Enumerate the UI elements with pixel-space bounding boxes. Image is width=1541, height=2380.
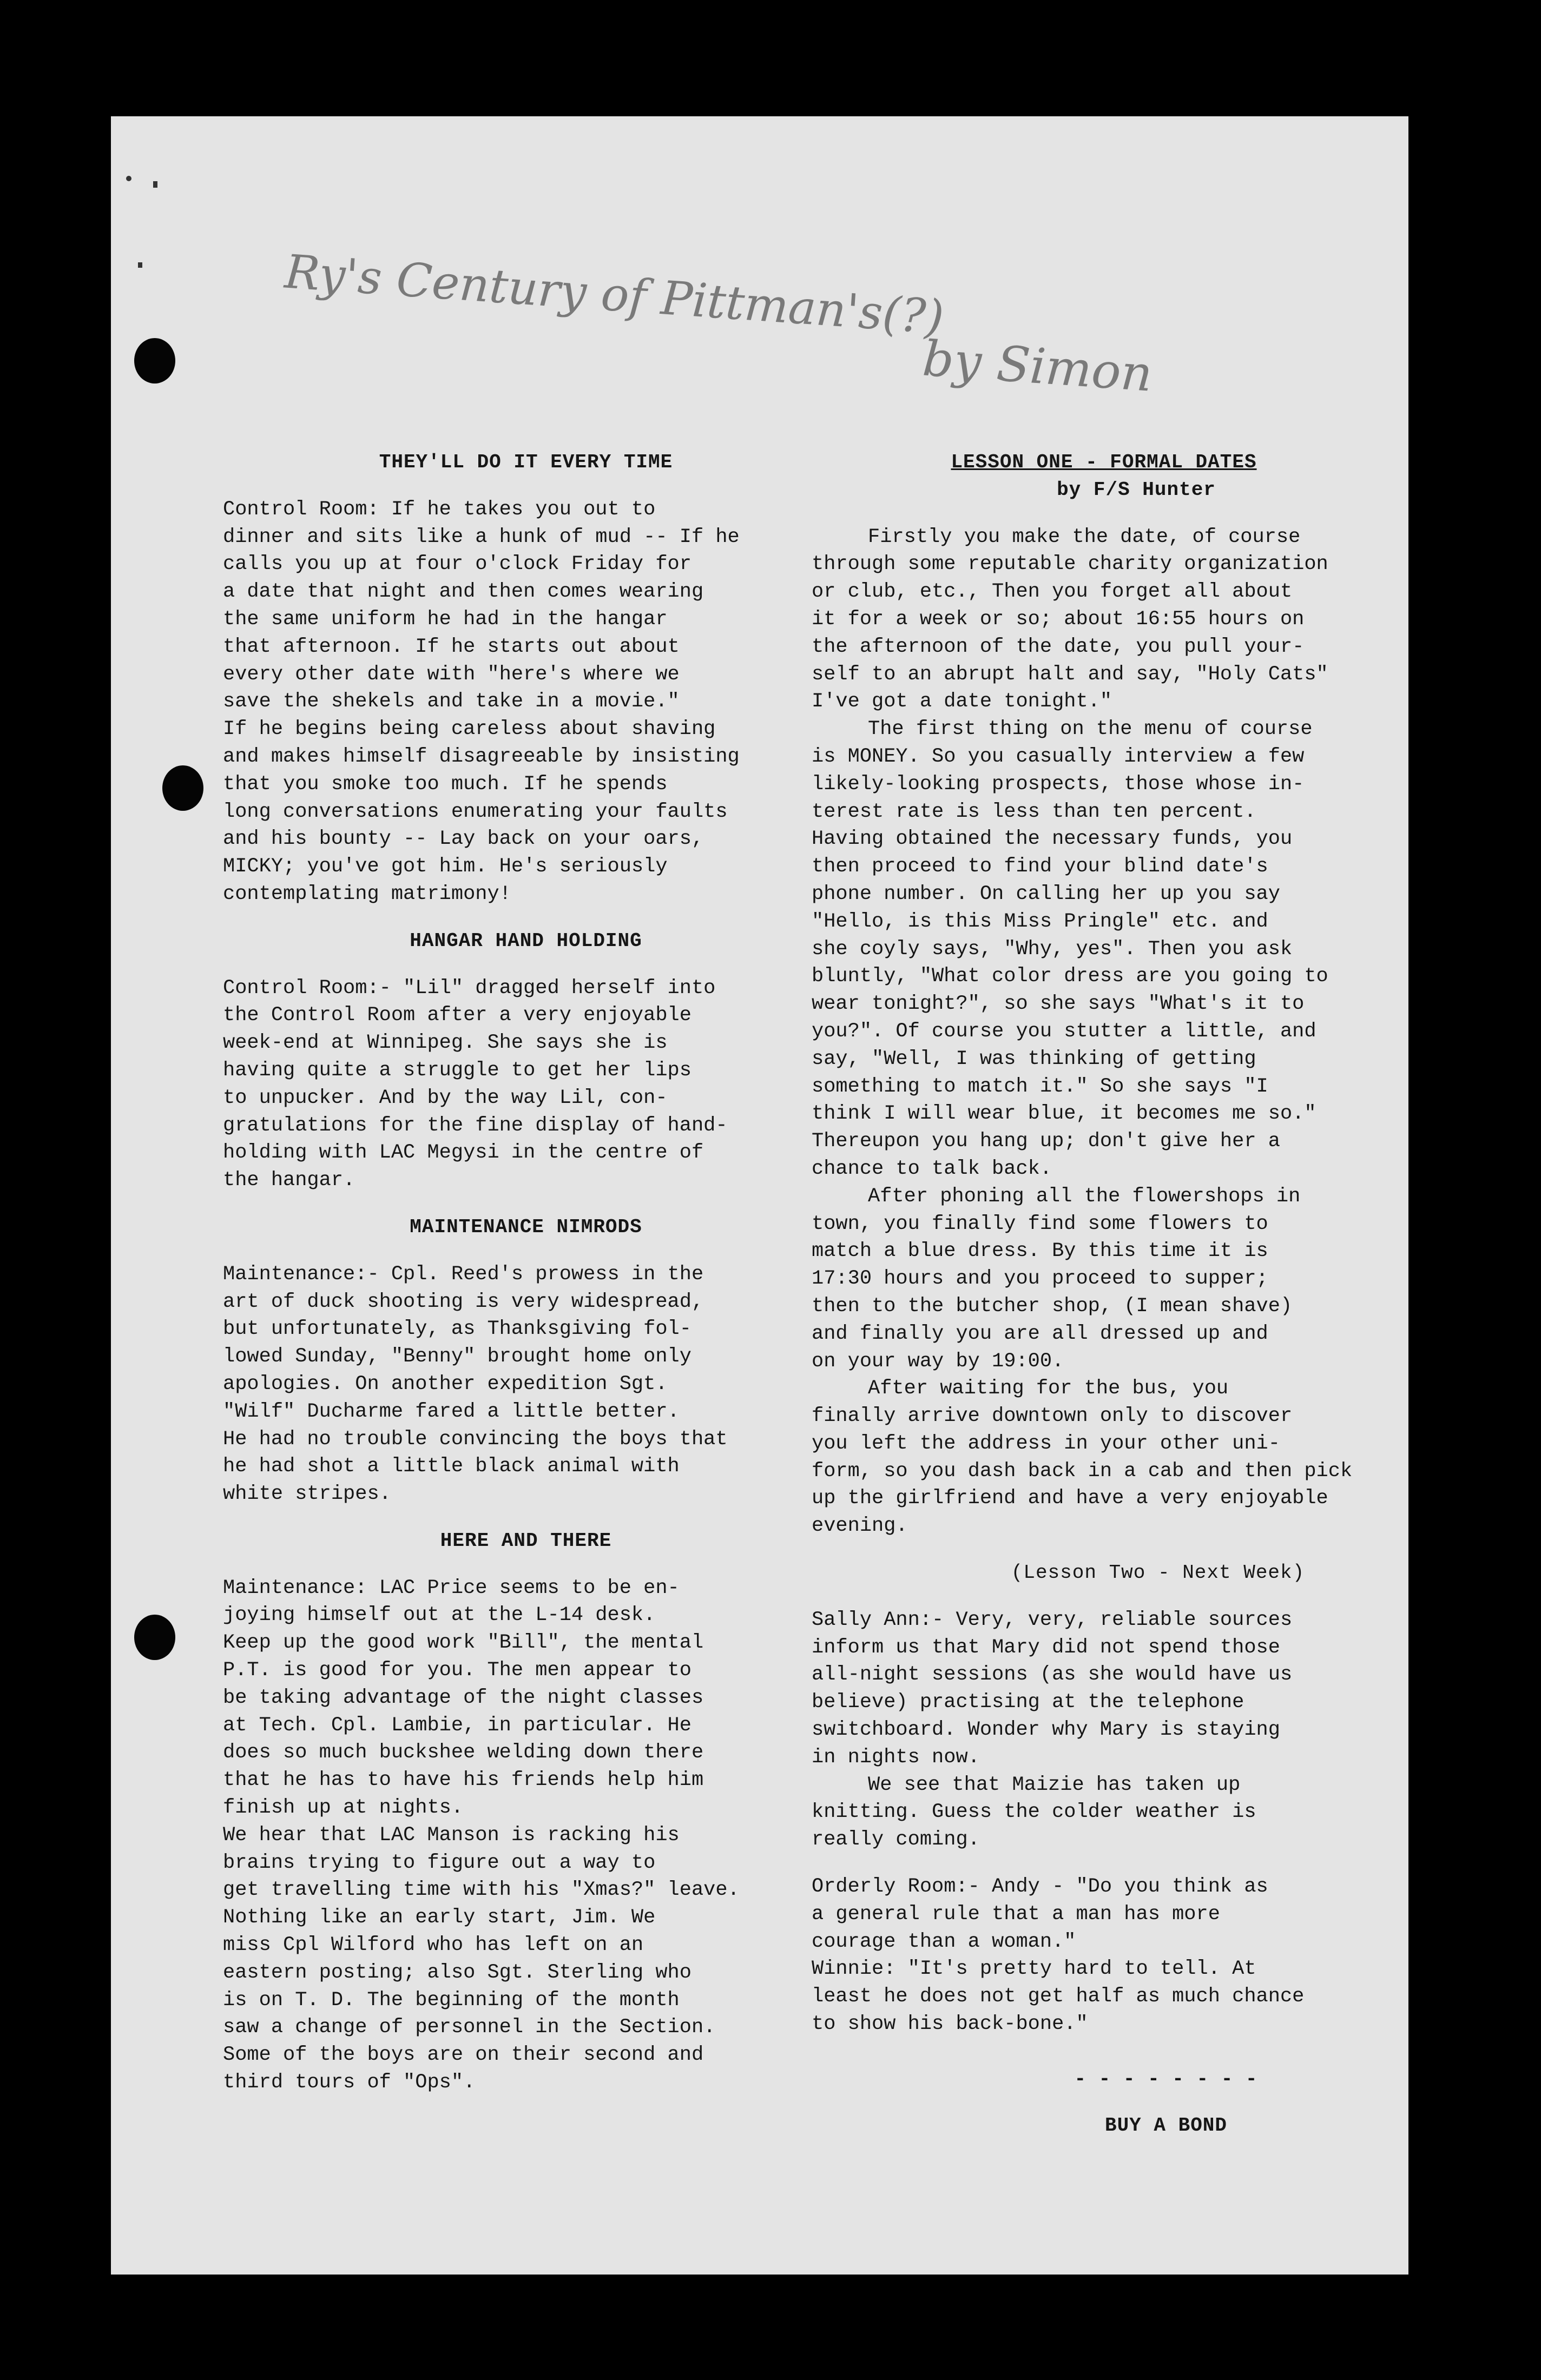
text-line: evening. [812, 1515, 908, 1538]
text-line: switchboard. Wonder why Mary is staying [812, 1718, 1280, 1742]
lesson-heading: LESSON ONE - FORMAL DATES [951, 451, 1257, 473]
text-line: white stripes. [223, 1483, 391, 1506]
text-line: finish up at nights. [223, 1796, 464, 1820]
text-line: After phoning all the flowershops in [868, 1185, 1301, 1208]
text-line: that afternoon. If he starts out about [223, 635, 680, 658]
text-line: self to an abrupt halt and say, "Holy Cats" [812, 663, 1328, 686]
left-column [223, 449, 829, 2097]
edge-mark [153, 181, 157, 188]
text-line: lowed Sunday, "Benny" brought home only [223, 1345, 692, 1368]
text-line: Nothing like an early start, Jim. We [223, 1906, 656, 1929]
text-line: inform us that Mary did not spend those [812, 1636, 1280, 1659]
text-line: courage than a woman." [812, 1930, 1076, 1953]
text-line: really coming. [812, 1828, 980, 1852]
text-line: 17:30 hours and you proceed to supper; [812, 1267, 1268, 1291]
text-line: and finally you are all dressed up and [812, 1322, 1268, 1345]
text-line: but unfortunately, as Thanksgiving fol- [223, 1318, 692, 1341]
text-line: joying himself out at the L-14 desk. [223, 1604, 656, 1627]
text-line: then to the butcher shop, (I mean shave) [812, 1294, 1293, 1318]
text-line: The first thing on the menu of course [868, 718, 1313, 741]
text-line: believe) practising at the telephone [812, 1691, 1244, 1714]
text-line: Keep up the good work "Bill", the mental [223, 1631, 704, 1655]
text-line: "Hello, is this Miss Pringle" etc. and [812, 910, 1268, 933]
text-line: be taking advantage of the night classes [223, 1686, 704, 1709]
text-line: long conversations enumerating your faults [223, 800, 728, 823]
text-line: MICKY; you've got him. He's seriously [223, 855, 668, 878]
text-line: week-end at Winnipeg. She says she is [223, 1032, 668, 1055]
text-line: terest rate is less than ten percent. [812, 800, 1256, 823]
text-line: get travelling time with his "Xmas?" leave. [223, 1879, 740, 1902]
text-line: the Control Room after a very enjoyable [223, 1004, 692, 1027]
text-line: third tours of "Ops". [223, 2071, 476, 2094]
text-line: We hear that LAC Manson is racking his [223, 1823, 680, 1847]
text-line: After waiting for the bus, you [868, 1377, 1229, 1400]
punch-hole-middle [162, 765, 203, 811]
text-line: that he has to have his friends help him [223, 1769, 704, 1792]
handwritten-scribble: Ry's Century of Pittman's(?) [282, 244, 946, 345]
text-line: Winnie: "It's pretty hard to tell. At [812, 1958, 1256, 1981]
text-line: likely-looking prospects, those whose in- [812, 772, 1305, 796]
text-line: eastern posting; also Sgt. Sterling who [223, 1961, 692, 1984]
edge-mark [126, 176, 131, 181]
text-line: is MONEY. So you casually interview a few [812, 745, 1305, 768]
text-line: he had shot a little black animal with [223, 1455, 680, 1478]
punch-hole-bottom [134, 1615, 175, 1660]
text-line: does so much buckshee welding down there [223, 1741, 704, 1764]
text-line: match a blue dress. By this time it is [812, 1240, 1268, 1263]
text-line: then proceed to find your blind date's [812, 855, 1268, 878]
text-line: and his bounty -- Lay back on your oars, [223, 828, 704, 851]
text-line: Control Room:- "Lil" dragged herself into [223, 976, 716, 1000]
text-line: Orderly Room:- Andy - "Do you think as [812, 1875, 1268, 1899]
edge-mark [138, 262, 142, 268]
section-heading: HANGAR HAND HOLDING [410, 929, 642, 952]
byline: by F/S Hunter [1057, 478, 1216, 501]
text-line: at Tech. Cpl. Lambie, in particular. He [223, 1714, 692, 1737]
text-line: wear tonight?", so she says "What's it to [812, 993, 1305, 1016]
text-line: Control Room: If he takes you out to [223, 498, 656, 521]
text-line: Firstly you make the date, of course [868, 525, 1301, 548]
text-line: brains trying to figure out a way to [223, 1851, 656, 1874]
text-line: Thereupon you hang up; don't give her a [812, 1130, 1280, 1153]
text-line: form, so you dash back in a cab and then pick [812, 1459, 1353, 1483]
text-line: Sally Ann:- Very, very, reliable sources [812, 1608, 1293, 1631]
handwritten-scribble: by Simon [920, 330, 1155, 403]
text-line: it for a week or so; about 16:55 hours on [812, 607, 1305, 631]
text-line: a date that night and then comes wearing [223, 580, 704, 604]
text-line: say, "Well, I was thinking of getting [812, 1047, 1256, 1070]
text-line: If he begins being careless about shaving [223, 718, 716, 741]
text-line: I've got a date tonight." [812, 690, 1112, 713]
text-line: phone number. On calling her up you say [812, 882, 1280, 905]
text-line: she coyly says, "Why, yes". Then you ask [812, 937, 1293, 961]
text-line: Maintenance: LAC Price seems to be en- [223, 1576, 680, 1599]
text-line: every other date with "here's where we [223, 663, 680, 686]
footer-slogan: BUY A BOND [1104, 2114, 1228, 2137]
right-column [812, 449, 1396, 2140]
text-line: the same uniform he had in the hangar [223, 607, 668, 631]
text-line: holding with LAC Megysi in the centre of [223, 1141, 704, 1165]
text-line: something to match it." So she says "I [812, 1075, 1268, 1098]
text-line: dinner and sits like a hunk of mud -- If he [223, 525, 740, 548]
text-line: calls you up at four o'clock Friday for [223, 553, 692, 576]
text-line: through some reputable charity organization [812, 553, 1328, 576]
text-line: town, you finally find some flowers to [812, 1212, 1268, 1235]
text-line: apologies. On another expedition Sgt. [223, 1372, 668, 1396]
text-line: P.T. is good for you. The men appear to [223, 1659, 692, 1682]
text-line: that you smoke too much. If he spends [223, 772, 668, 796]
punch-hole-top [134, 338, 175, 384]
typed-page [111, 116, 1408, 2275]
text-line: contemplating matrimony! [223, 882, 511, 905]
text-line: knitting. Guess the colder weather is [812, 1801, 1256, 1824]
text-line: having quite a struggle to get her lips [223, 1059, 692, 1082]
text-line: saw a change of personnel in the Section. [223, 2016, 716, 2039]
text-line: to show his back-bone." [812, 2013, 1088, 2036]
text-line: Some of the boys are on their second and [223, 2044, 704, 2067]
text-line: least he does not get half as much chance [812, 1985, 1305, 2008]
text-line: save the shekels and take in a movie." [223, 690, 680, 713]
text-line: He had no trouble convincing the boys that [223, 1427, 728, 1451]
text-line: and makes himself disagreeable by insisting [223, 745, 740, 768]
text-line: up the girlfriend and have a very enjoyable [812, 1487, 1328, 1510]
text-line: gratulations for the fine display of hand- [223, 1114, 728, 1137]
text-line: think I will wear blue, it becomes me so." [812, 1102, 1316, 1126]
text-line: Maintenance:- Cpl. Reed's prowess in the [223, 1262, 704, 1286]
section-heading: HERE AND THERE [440, 1529, 612, 1552]
text-line: Having obtained the necessary funds, you [812, 828, 1293, 851]
section-heading: MAINTENANCE NIMRODS [410, 1215, 642, 1238]
next-lesson-note: (Lesson Two - Next Week) [1011, 1562, 1305, 1584]
text-line: in nights now. [812, 1746, 980, 1769]
text-line: art of duck shooting is very widespread, [223, 1290, 704, 1313]
text-line: "Wilf" Ducharme fared a little better. [223, 1400, 680, 1423]
text-line: We see that Maizie has taken up [868, 1773, 1241, 1796]
text-line: chance to talk back. [812, 1157, 1052, 1180]
text-line: bluntly, "What color dress are you going to [812, 965, 1328, 988]
text-line: is on T. D. The beginning of the month [223, 1988, 680, 2012]
text-line: the afternoon of the date, you pull your- [812, 635, 1305, 658]
text-line: the hangar. [223, 1169, 355, 1192]
text-line: miss Cpl Wilford who has left on an [223, 1934, 644, 1957]
text-line: you left the address in your other uni- [812, 1432, 1280, 1455]
text-line: all-night sessions (as she would have us [812, 1663, 1293, 1687]
text-line: or club, etc., Then you forget all about [812, 580, 1293, 604]
text-line: you?". Of course you stutter a little, and [812, 1020, 1316, 1043]
text-line: finally arrive downtown only to discover [812, 1405, 1293, 1428]
divider: - - - - - - - - [1074, 2067, 1258, 2090]
text-line: to unpucker. And by the way Lil, con- [223, 1086, 668, 1109]
section-heading: THEY'LL DO IT EVERY TIME [379, 451, 673, 473]
text-line: a general rule that a man has more [812, 1902, 1220, 1926]
text-line: on your way by 19:00. [812, 1350, 1064, 1373]
